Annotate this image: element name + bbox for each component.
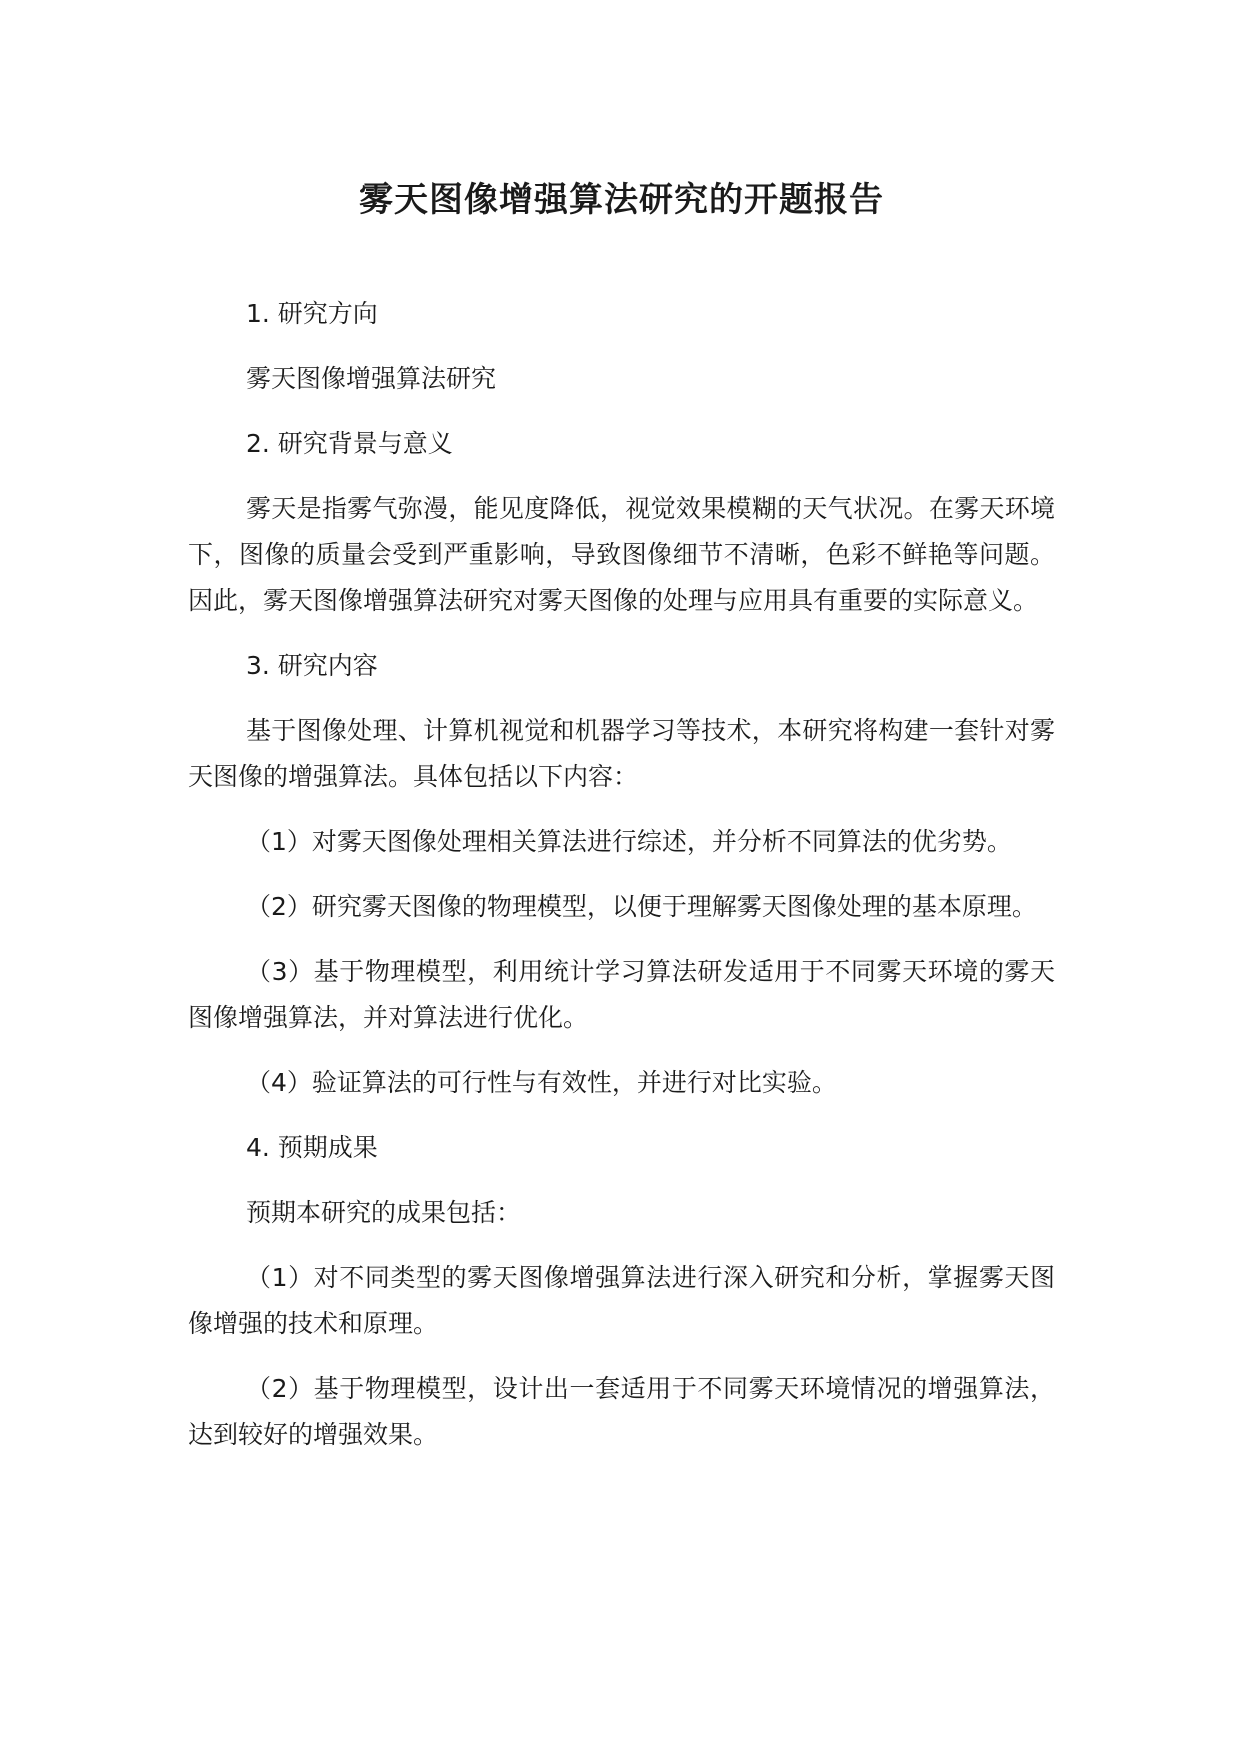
list-item-content-1: （1）对雾天图像处理相关算法进行综述，并分析不同算法的优劣势。 <box>246 827 1012 856</box>
paragraph-research-direction: 雾天图像增强算法研究 <box>246 364 497 393</box>
paragraph-content-intro: 基于图像处理、计算机视觉和机器学习等技术，本研究将构建一套针对雾天图像的增强算法。具体包括以下内容： <box>188 716 1055 791</box>
section-heading-research-direction: 1. 研究方向 <box>246 299 378 328</box>
list-item-expected-1: （1）对不同类型的雾天图像增强算法进行深入研究和分析，掌握雾天图像增强的技术和原理。 <box>188 1263 1055 1338</box>
list-item-content-2: （2）研究雾天图像的物理模型，以便于理解雾天图像处理的基本原理。 <box>246 892 1037 921</box>
document-title: 雾天图像增强算法研究的开题报告 <box>359 180 884 220</box>
paragraph-expected-intro: 预期本研究的成果包括： <box>246 1198 522 1227</box>
list-item-content-4: （4）验证算法的可行性与有效性，并进行对比实验。 <box>246 1068 837 1097</box>
list-item-expected-2: （2）基于物理模型，设计出一套适用于不同雾天环境情况的增强算法，达到较好的增强效果。 <box>188 1374 1055 1449</box>
section-heading-content: 3. 研究内容 <box>246 651 378 680</box>
section-heading-background: 2. 研究背景与意义 <box>246 429 453 458</box>
section-heading-expected-results: 4. 预期成果 <box>246 1133 378 1162</box>
paragraph-background: 雾天是指雾气弥漫，能见度降低，视觉效果模糊的天气状况。在雾天环境下，图像的质量会受到严重影响，导致图像细节不清晰，色彩不鲜艳等问题。因此，雾天图像增强算法研究对雾天图像的处理与应用具有重要的实际意义。 <box>188 494 1055 615</box>
list-item-content-3: （3）基于物理模型，利用统计学习算法研发适用于不同雾天环境的雾天图像增强算法，并对算法进行优化。 <box>188 957 1055 1032</box>
